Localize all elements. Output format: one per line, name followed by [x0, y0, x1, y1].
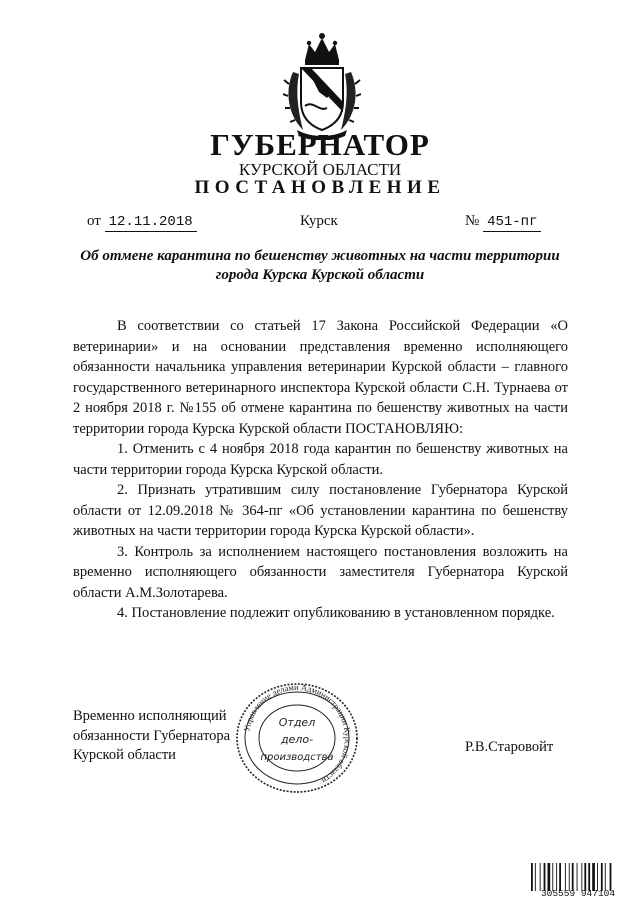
document-number: 451-пг	[483, 213, 541, 232]
coat-of-arms-icon	[283, 30, 361, 140]
signatory-position	[73, 707, 230, 766]
document-type: ПОСТАНОВЛЕНИЕ	[194, 177, 446, 198]
document-title: Об отмене карантина по бешенству животных на части территории города Курска Курской области	[80, 248, 560, 283]
stamp-center-line: Отдел	[278, 716, 316, 729]
stamp-ring-text: Управление делами Администрации Курской области	[241, 682, 354, 787]
date-field	[87, 212, 197, 232]
barcode-number: 305559 947104	[540, 888, 616, 899]
document-date: 12.11.2018	[105, 213, 197, 232]
stamp-center-line: производства	[260, 752, 334, 763]
decree-item: 1. Отменить с 4 ноября 2018 года карантин по бешенству животных на части территории города Курска Курской области.	[73, 441, 568, 478]
number-prefix: №	[465, 213, 480, 229]
signatory-position-line: Временно исполняющий	[73, 708, 227, 724]
date-prefix: от	[87, 213, 101, 229]
document-body	[73, 316, 568, 624]
office-stamp	[232, 682, 362, 794]
issuer-region: КУРСКОЙ ОБЛАСТИ	[238, 160, 402, 179]
issuer-title: ГУБЕРНАТОР	[210, 127, 430, 162]
signatory-name: Р.В.Старовойт	[465, 739, 554, 755]
document-city: Курск	[300, 213, 338, 229]
decree-item: 4. Постановление подлежит опубликованию в установленном порядке.	[117, 605, 555, 621]
decree-item: 3. Контроль за исполнением настоящего постановления возложить на временно исполняющего обязанности заместителя Губернатора Курской области А.М.Золотарева.	[73, 543, 568, 601]
signatory-position-line: Курской области	[73, 747, 176, 763]
signatory-position-line: обязанности Губернатора	[73, 727, 231, 744]
stamp-center-line: дело-	[280, 733, 314, 746]
decree-item: 2. Признать утратившим силу постановление Губернатора Курской области от 12.09.2018 № 364-пг «Об установлении карантина по бешенству животных на части территории города Курска Курской области».	[73, 482, 568, 539]
number-field	[465, 212, 541, 232]
preamble-paragraph: В соответствии со статьей 17 Закона Российской Федерации «О ветеринарии» и на основании представления временно исполняющего обязанности начальника управления ветеринарии Курской области – главного государственного ветеринарного инспектора Курской области С.Н. Турнаева от 2 ноября 2018 г. №155 об отмене карантина по бешенству животных на части территории города Курска Курской области ПОСТАНОВЛЯЮ:	[73, 318, 568, 437]
